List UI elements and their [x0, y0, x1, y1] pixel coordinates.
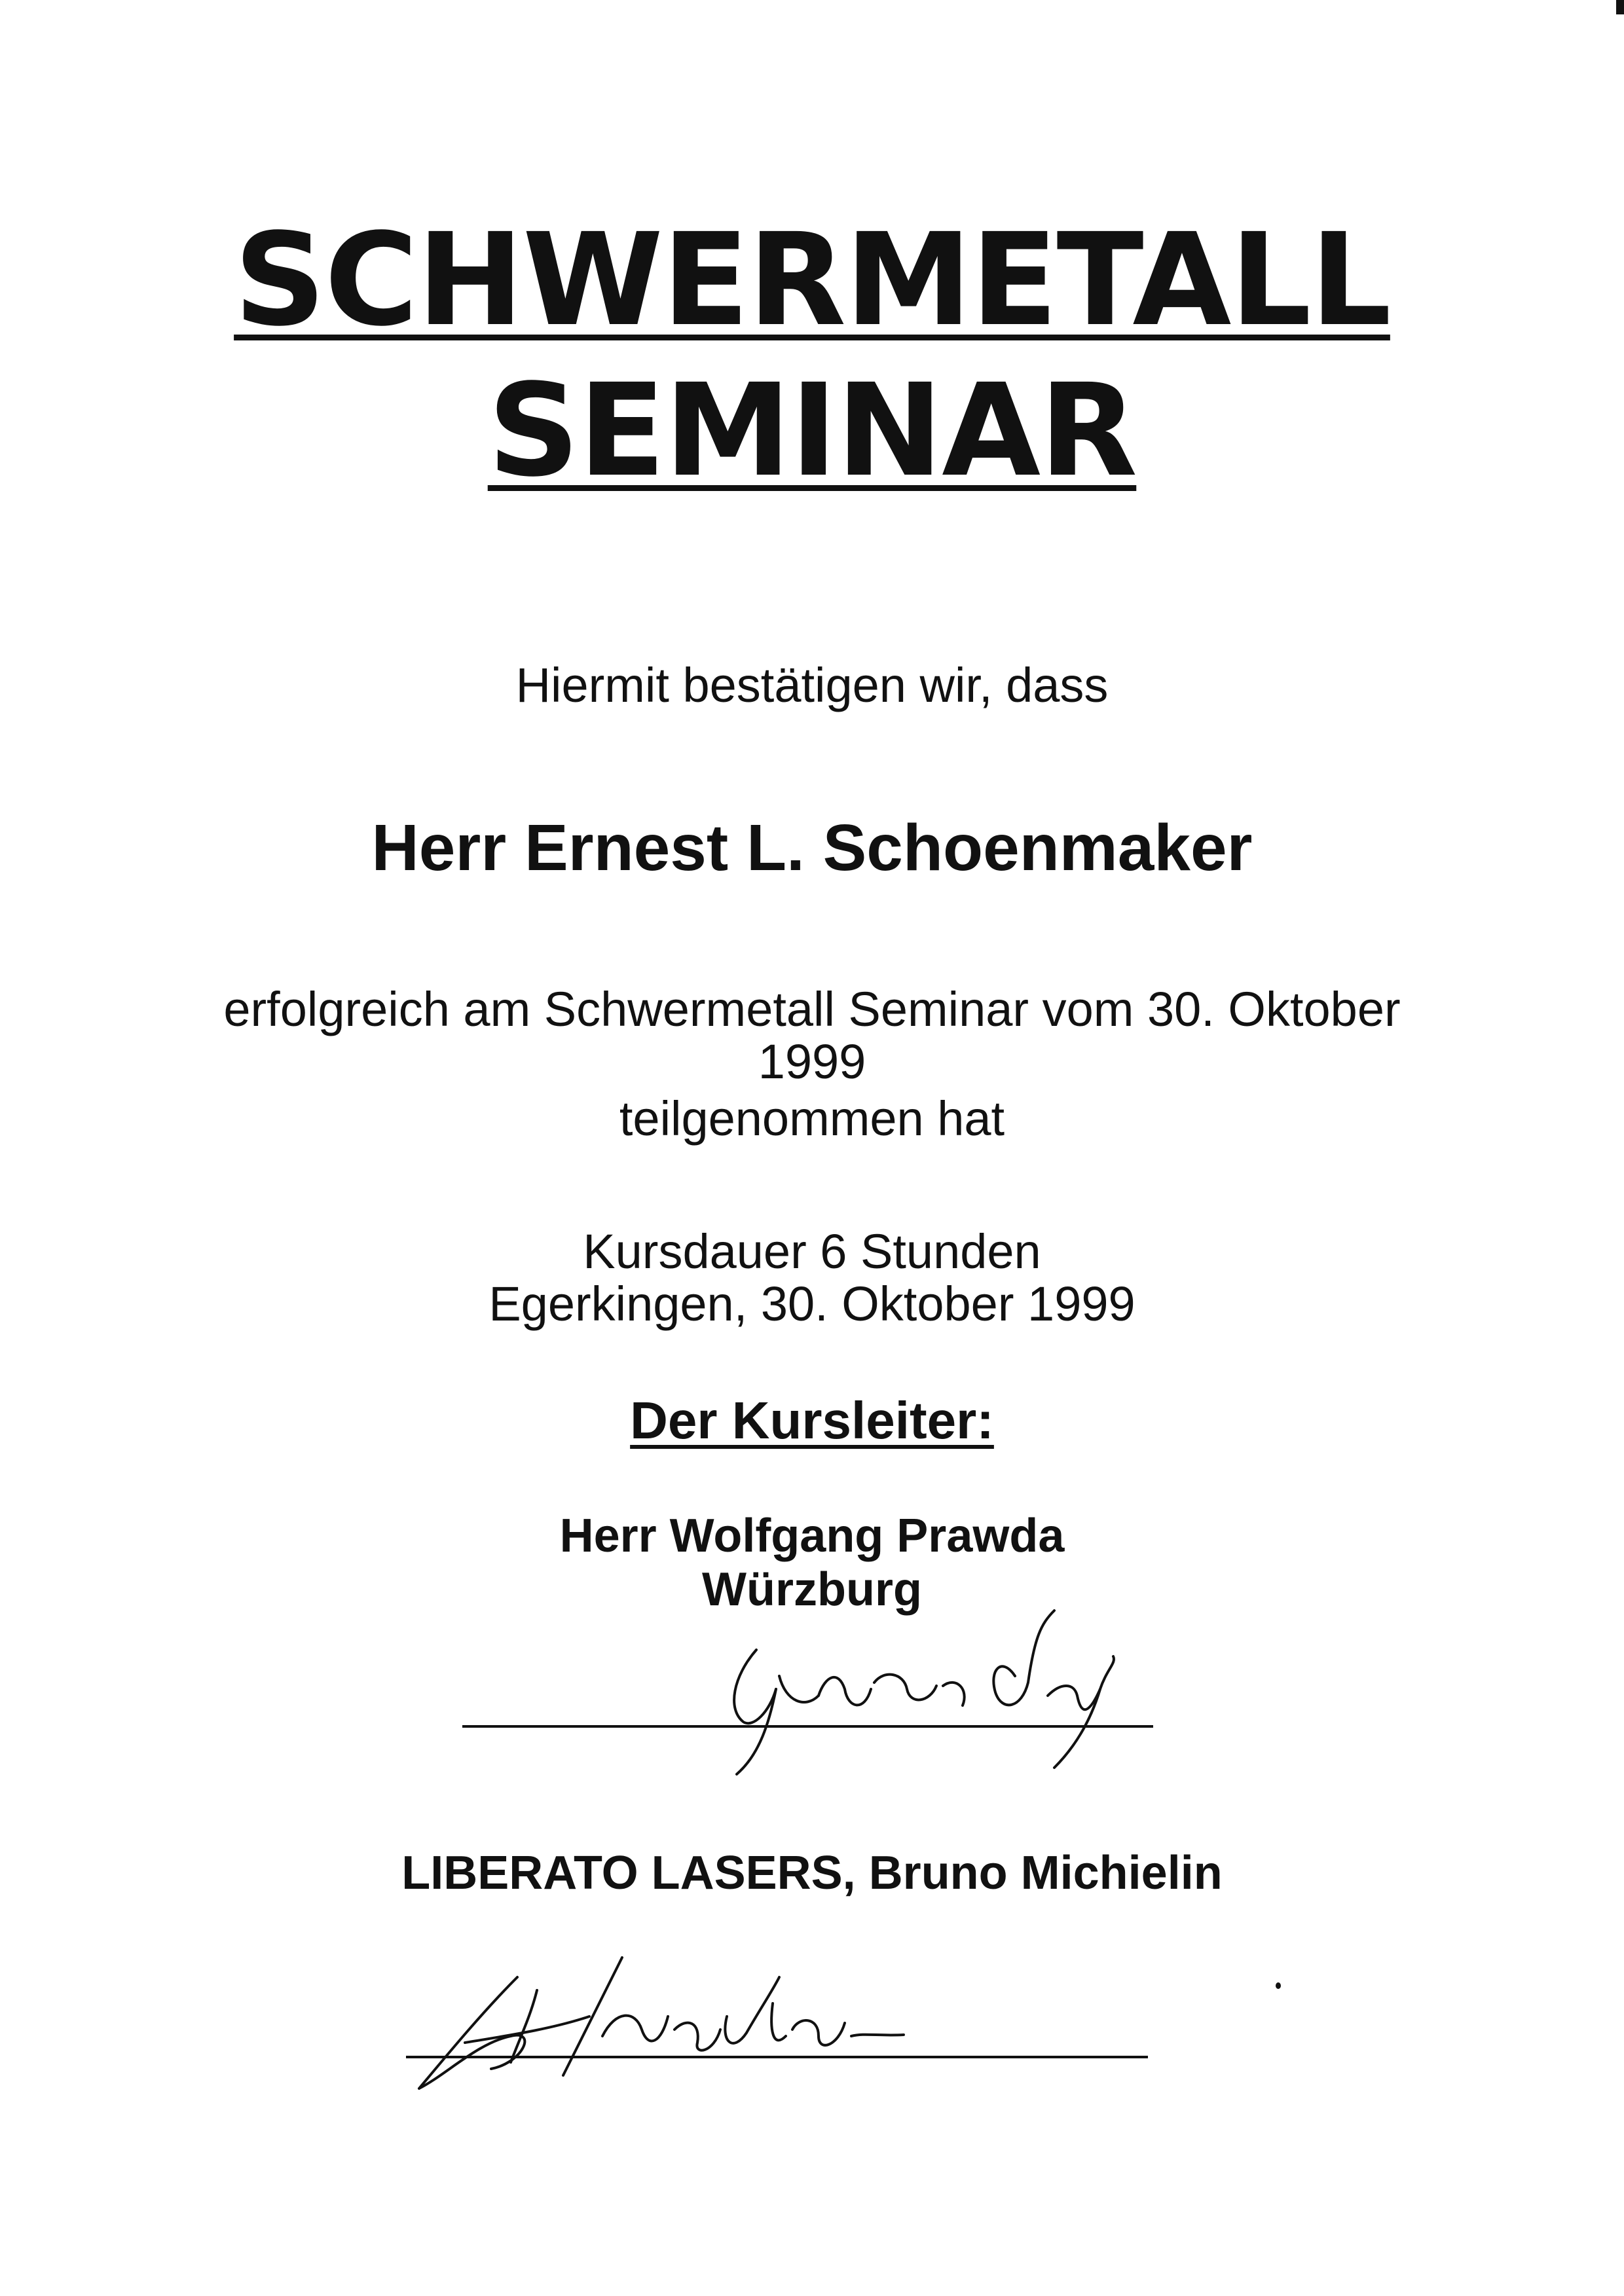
course-duration: Kursdauer 6 Stunden	[583, 1224, 1041, 1279]
title-line-2: SEMINAR	[487, 356, 1137, 505]
scan-speck	[1276, 1982, 1281, 1989]
company-signature	[406, 1938, 995, 2108]
company-signer: LIBERATO LASERS, Bruno Michielin	[401, 1847, 1223, 1899]
company-signature-line	[406, 2056, 1148, 2058]
statement-line-1: erfolgreich am Schwermetall Seminar vom 30. Oktober	[223, 982, 1401, 1036]
statement-line-2: 1999	[758, 1034, 866, 1089]
instructor-signature	[707, 1597, 1126, 1794]
scan-artifact	[1616, 0, 1624, 14]
intro-text: Hiermit bestätigen wir, dass	[515, 658, 1109, 712]
statement-line-3: teilgenommen hat	[619, 1091, 1005, 1146]
instructor-city: Würzburg	[702, 1563, 922, 1616]
instructor-signature-line	[462, 1725, 1153, 1728]
instructor-name: Herr Wolfgang Prawda	[559, 1510, 1065, 1562]
instructor-heading: Der Kursleiter:	[630, 1391, 994, 1449]
participant-name: Herr Ernest L. Schoenmaker	[371, 811, 1253, 884]
place-and-date: Egerkingen, 30. Oktober 1999	[489, 1277, 1135, 1331]
title-line-1: SCHWERMETALL	[234, 206, 1390, 354]
